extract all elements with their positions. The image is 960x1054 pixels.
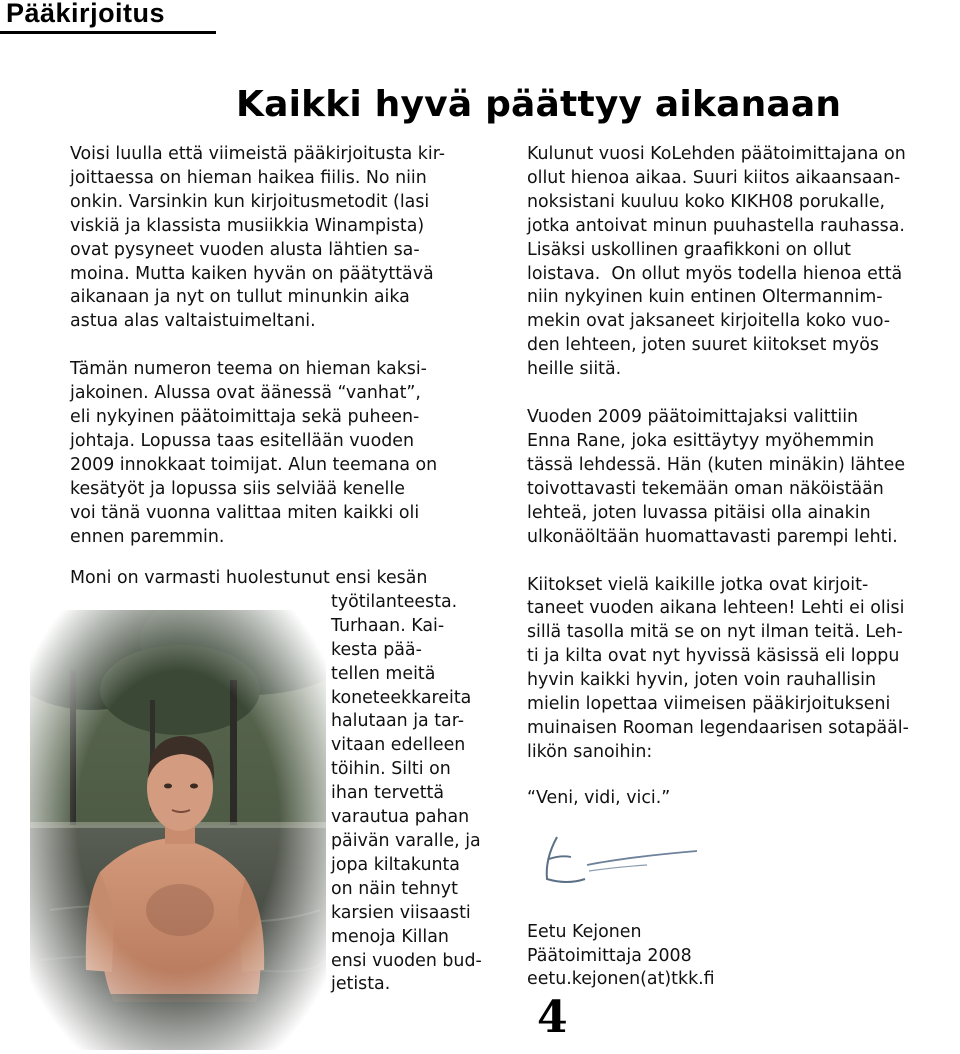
text-line: ensi vuoden bud- [331, 950, 482, 971]
text-line: vitaan edelleen [331, 735, 466, 756]
text-line: heille siitä. [527, 359, 622, 380]
left-paragraph-1 [70, 143, 510, 334]
right-paragraph-2 [527, 406, 957, 549]
text-line: toivottavasti tekemään oman näköistään [527, 478, 884, 499]
text-line: voi tänä vuonna valittaa miten kaikki oli [70, 502, 420, 523]
text-line: jopa kiltakunta [331, 854, 460, 875]
text-line: niin nykyinen kuin entinen Oltermannim- [527, 287, 883, 308]
text-line: Tämän numeron teema on hieman kaksi- [70, 359, 427, 380]
text-line: noksistani kuuluu koko KIKH08 porukalle, [527, 191, 886, 212]
text-line: ovat pysyneet vuoden alusta lähtien sa- [70, 239, 420, 260]
text-line: kesta pää- [331, 639, 422, 660]
text-line: jotka antoivat minun puuhastella rauhassa. [527, 215, 905, 236]
text-line: ulkonäöltään huomattavasti parempi lehti. [527, 526, 898, 547]
text-line: koneteekkareita [331, 687, 472, 708]
author-email: eetu.kejonen(at)tkk.fi [527, 969, 715, 990]
text-line: johtaja. Lopussa taas esitellään vuoden [70, 430, 414, 451]
text-line: likön sanoihin: [527, 741, 653, 762]
text-line: kesätyöt ja lopussa siis selviää kenelle [70, 478, 405, 499]
quote: “Veni, vidi, vici.” [527, 787, 671, 808]
text-line: päivän varalle, ja [331, 830, 481, 851]
left-paragraph-2 [70, 358, 510, 549]
text-line: muinaisen Rooman legendaarisen sotapääl- [527, 717, 909, 738]
text-line: Vuoden 2009 päätoimittajaksi valittiin [527, 407, 859, 428]
text-line: Kiitokset vielä kaikille jotka ovat kirjoit- [527, 574, 869, 595]
text-line: loistava. On ollut myös todella hienoa että [527, 263, 903, 284]
text-line: varautua pahan [331, 807, 470, 828]
text-line: Lisäksi uskollinen graafikkoni on ollut [527, 239, 852, 260]
text-line: sillä tasolla mitä se on nyt ilman teitä. Leh- [527, 622, 903, 643]
headline: Kaikki hyvä päättyy aikanaan [236, 84, 842, 125]
author-block [527, 921, 957, 993]
left-column [70, 143, 510, 550]
text-line: taneet vuoden aikana lehteen! Lehti ei olisi [527, 598, 905, 619]
text-line: mielin lopettaa viimeisen pääkirjoitukseni [527, 694, 891, 715]
text-line: Moni on varmasti huolestunut ensi kesän [70, 568, 428, 588]
text-line: halutaan ja tar- [331, 711, 465, 732]
text-line: tässä lehdessä. Hän (kuten minäkin) lähtee [527, 454, 906, 475]
text-line: aikanaan ja nyt on tullut minunkin aika [70, 287, 410, 308]
text-line: ti ja kilta ovat nyt hyvissä käsissä eli loppu [527, 646, 900, 667]
text-line: hyvin kaikki hyvin, joten voin rauhallisin [527, 670, 877, 691]
text-line: ihan tervettä [331, 783, 445, 804]
text-line: ennen paremmin. [70, 526, 225, 547]
text-line: tellen meitä [331, 663, 436, 684]
text-line: den lehteen, joten suuret kiitokset myös [527, 335, 879, 356]
text-line: eli nykyinen päätoimittaja sekä puheen- [70, 407, 420, 428]
text-line: menoja Killan [331, 926, 449, 947]
author-title: Päätoimittaja 2008 [527, 945, 692, 966]
text-line: onkin. Varsinkin kun kirjoitusmetodit (lasi [70, 191, 430, 212]
text-line: viskiä ja klassista musiikkia Winampista) [70, 215, 425, 236]
text-line: joittaessa on hieman haikea fiilis. No niin [70, 167, 427, 188]
page-number: 4 [537, 992, 568, 1043]
text-line: Turhaan. Kai- [331, 615, 445, 636]
right-paragraph-3 [527, 574, 957, 765]
text-line: työtilanteesta. [331, 591, 458, 612]
text-line: töihin. Silti on [331, 759, 451, 780]
text-line: jetista. [331, 974, 391, 995]
text-line: 2009 innokkaat toimijat. Alun teemana on [70, 454, 438, 475]
text-line: on näin tehnyt [331, 878, 458, 899]
text-line: jakoinen. Alussa ovat äänessä “vanhat”, [70, 383, 421, 404]
section-label: Pääkirjoitus [6, 0, 166, 28]
text-line: karsien viisaasti [331, 902, 471, 923]
text-line: Enna Rane, joka esittäytyy myöhemmin [527, 430, 875, 451]
right-paragraph-1 [527, 143, 957, 382]
section-rule [0, 31, 216, 34]
author-name: Eetu Kejonen [527, 921, 642, 942]
signature-image [527, 819, 707, 905]
author-photo [30, 610, 326, 1050]
text-line: Voisi luulla että viimeistä pääkirjoitusta kir- [70, 144, 446, 164]
right-column [527, 143, 957, 992]
text-line: Kulunut vuosi KoLehden päätoimittajana on [527, 144, 906, 164]
text-line: astua alas valtaistuimeltani. [70, 311, 316, 332]
text-line: mekin ovat jaksaneet kirjoitella koko vuo- [527, 311, 891, 332]
text-line: moina. Mutta kaiken hyvän on päätyttävä [70, 263, 434, 284]
text-line: lehteä, joten luvassa pitäisi olla ainakin [527, 502, 871, 523]
text-line: ollut hienoa aikaa. Suuri kiitos aikaansaan- [527, 167, 901, 188]
